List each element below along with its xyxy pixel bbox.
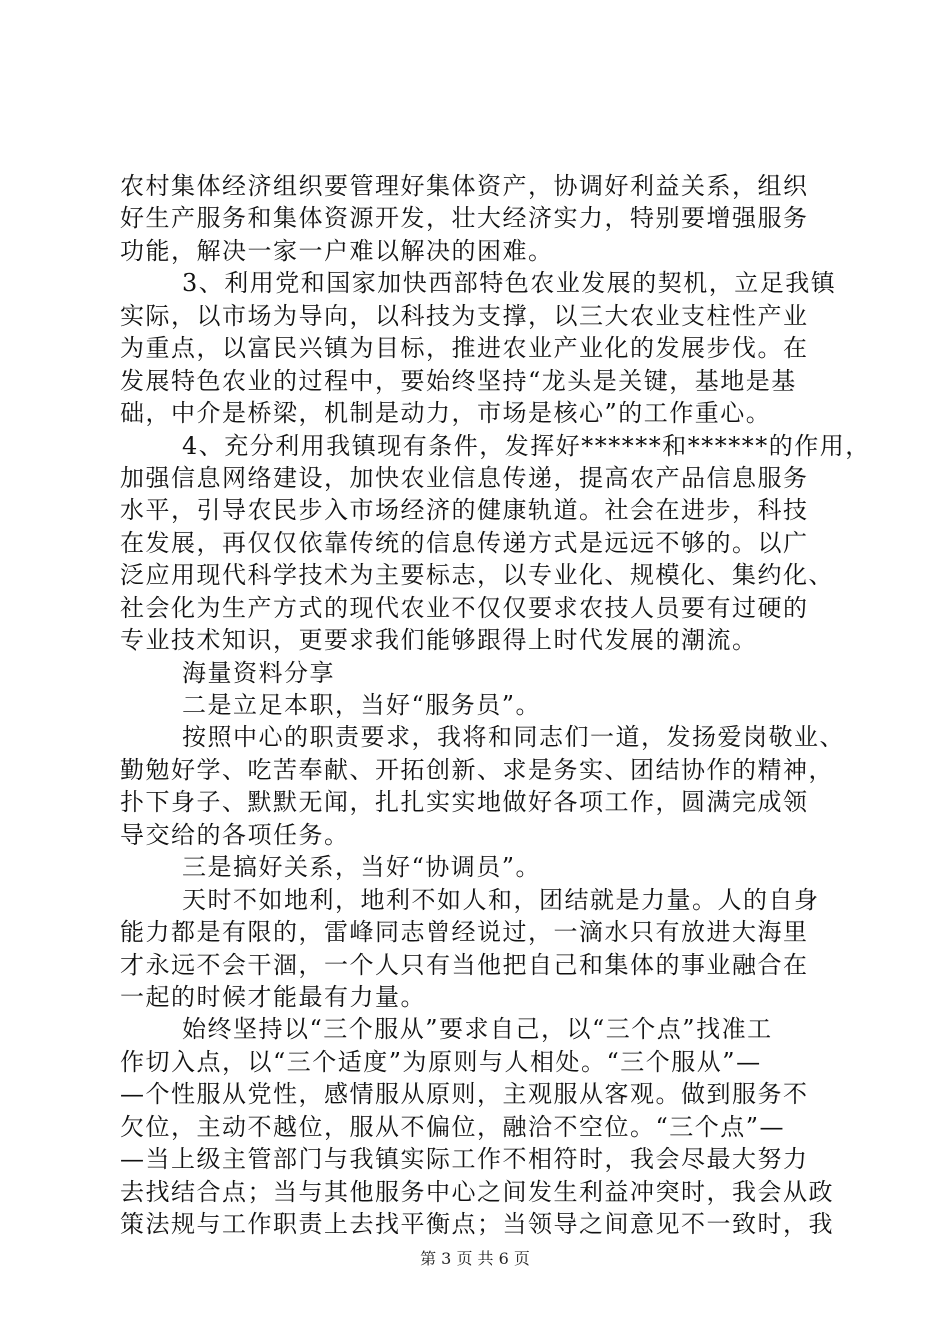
text-line: 功能，解决一家一户难以解决的困难。 [120,236,554,265]
text-line: 三是搞好关系，当好“协调员”。 [182,853,542,882]
text-line: 按照中心的职责要求，我将和同志们一道，发扬爱岗敬业、 [182,723,845,752]
text-line: 作切入点，以“三个适度”为原则与人相处。“三个服从”— [120,1047,762,1076]
page-footer [0,1246,950,1269]
text-line: 础，中介是桥梁，机制是动力，市场是核心”的工作重心。 [120,399,772,428]
page-number-label: 第 3 页 共 6 页 [420,1249,530,1268]
text-line: 扑下身子、默默无闻，扎扎实实地做好各项工作，圆满完成领 [120,788,809,817]
text-line: 发展特色农业的过程中，要始终坚持“龙头是关键，基地是基 [120,366,797,395]
text-line: 泛应用现代科学技术为主要标志，以专业化、规模化、集约化、 [120,561,834,590]
text-line: 天时不如地利，地利不如人和，团结就是力量。人的自身 [182,885,820,914]
text-line: 始终坚持以“三个服从”要求自己，以“三个点”找准工 [182,1015,773,1044]
text-line: 才永远不会干涸，一个人只有当他把自己和集体的事业融合在 [120,950,809,979]
text-line: 去找结合点；当与其他服务中心之间发生利益冲突时，我会从政 [120,1177,834,1206]
text-line: 策法规与工作职责上去找平衡点；当领导之间意见不一致时，我 [120,1210,834,1238]
text-line: 加强信息网络建设，加快农业信息传递，提高农产品信息服务 [120,463,809,492]
text-line: 一起的时候才能最有力量。 [120,982,426,1011]
text-line: 能力都是有限的，雷峰同志曾经说过，一滴水只有放进大海里 [120,918,809,947]
text-line: —当上级主管部门与我镇实际工作不相符时，我会尽最大努力 [120,1145,809,1174]
text-line: 实际，以市场为导向，以科技为支撑，以三大农业支柱性产业 [120,301,809,330]
document-body [120,170,871,1240]
text-line: 水平，引导农民步入市场经济的健康轨道。社会在进步，科技 [120,496,809,525]
text-line: 在发展，再仅仅依靠传统的信息传递方式是远远不够的。以广 [120,528,809,557]
text-line: 好生产服务和集体资源开发，壮大经济实力，特别要增强服务 [120,204,809,233]
text-line: 为重点，以富民兴镇为目标，推进农业产业化的发展步伐。在 [120,334,809,363]
text-line: 欠位，主动不越位，服从不偏位，融洽不空位。“三个点”— [120,1112,786,1141]
text-line: 导交给的各项任务。 [120,820,350,849]
text-line: 海量资料分享 [182,658,335,687]
text-line: 勤勉好学、吃苦奉献、开拓创新、求是务实、团结协作的精神， [120,755,834,784]
text-line: 二是立足本职，当好“服务员”。 [182,691,542,719]
text-line: 社会化为生产方式的现代农业不仅仅要求农技人员要有过硬的 [120,593,809,622]
text-line: —个性服从党性，感情服从原则，主观服从客观。做到服务不 [120,1080,809,1109]
text-line: 专业技术知识，更要求我们能够跟得上时代发展的潮流。 [120,626,758,655]
text-line: 4、充分利用我镇现有条件，发挥好******和******的作用， [182,431,871,460]
text-line: 农村集体经济组织要管理好集体资产，协调好利益关系，组织 [120,172,809,200]
text-line: 3、利用党和国家加快西部特色农业发展的契机，立足我镇 [182,269,837,298]
